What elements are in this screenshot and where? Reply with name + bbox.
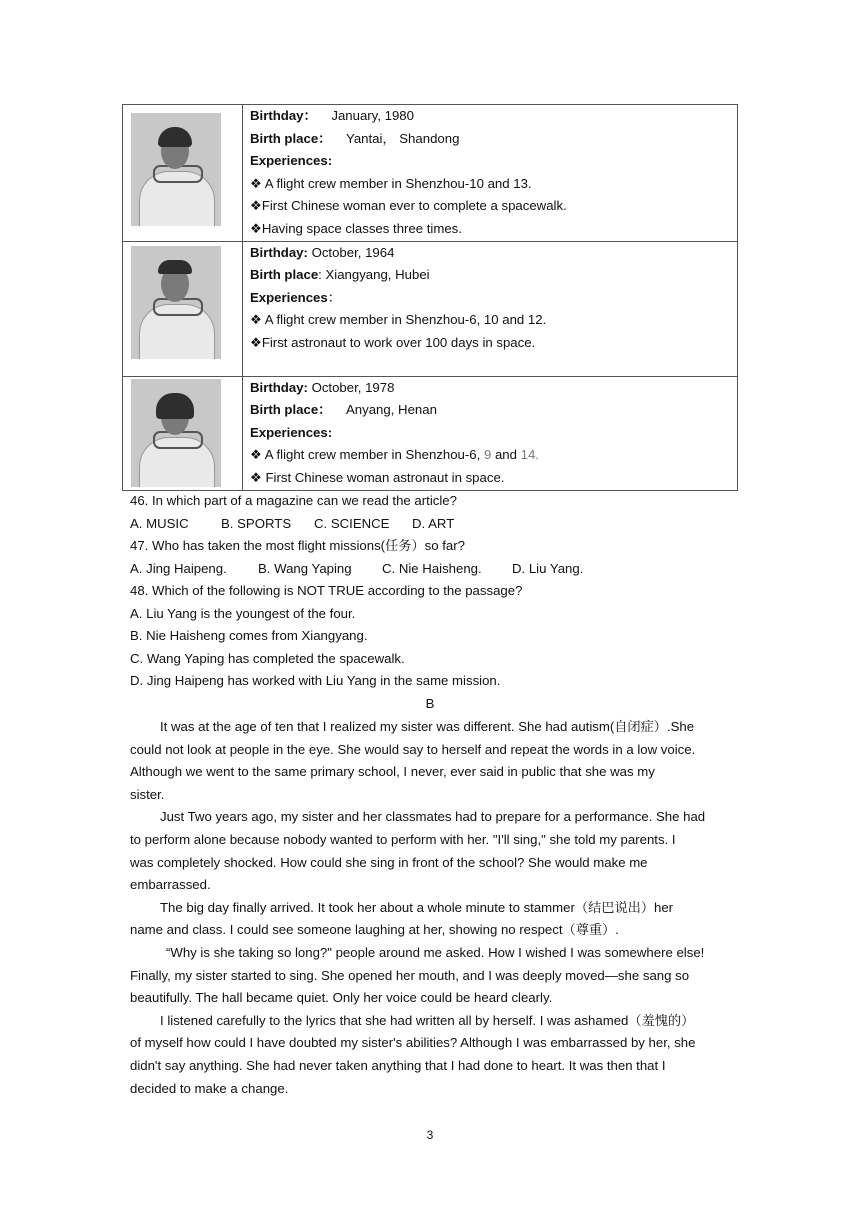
option-d[interactable]: D. Liu Yang.: [512, 561, 584, 576]
experience-item: ❖ A flight crew member in Shenzhou-10 and 13.: [250, 175, 532, 191]
passage-line: of myself how could I have doubted my sister's abilities? Although I was embarrassed by her, she: [130, 1035, 696, 1051]
table-row: [123, 105, 738, 242]
option-c[interactable]: C. Nie Haisheng.: [382, 561, 482, 576]
experience-item: ❖ A flight crew member in Shenzhou-6, 9 and 14.: [250, 447, 539, 463]
option-c[interactable]: C. Wang Yaping has completed the spacewalk.: [130, 651, 405, 666]
astronaut-photo-icon: [131, 246, 221, 359]
passage-line: “Why is she taking so long?" people around me asked. How I wished I was somewhere else!: [166, 945, 705, 960]
info-cell: [243, 105, 738, 242]
option-b[interactable]: B. Wang Yaping: [258, 561, 352, 576]
question-stem: 48. Which of the following is NOT TRUE according to the passage?: [130, 583, 523, 598]
astronaut-photo-icon: [131, 379, 221, 487]
question-options: [130, 558, 583, 580]
passage-line: I listened carefully to the lyrics that she had written all by herself. I was ashamed（羞愧的）: [160, 1012, 695, 1028]
passage-line: The big day finally arrived. It took her about a whole minute to stammer（结巴说出）her: [160, 899, 674, 915]
experiences-label: Experiences:: [250, 153, 333, 169]
astronaut-photo-icon: [131, 113, 221, 226]
question-stem: 46. In which part of a magazine can we read the article?: [130, 493, 457, 508]
experience-item: ❖Having space classes three times.: [250, 220, 462, 236]
photo-cell: [123, 376, 243, 490]
option-a[interactable]: A. Jing Haipeng.: [130, 561, 227, 576]
passage-line: Although we went to the same primary school, I never, ever said in public that she was my: [130, 764, 655, 780]
page-number: 3: [426, 1128, 434, 1142]
section-heading: B: [425, 696, 435, 711]
info-cell: [243, 376, 738, 490]
option-c[interactable]: C. SCIENCE: [314, 516, 390, 531]
passage-line: didn't say anything. She had never taken anything that I had done to heart. It was then that I: [130, 1058, 666, 1073]
info-cell: [243, 241, 738, 376]
passage-line: It was at the age of ten that I realized my sister was different. She had autism(自闭症）.She: [160, 719, 695, 734]
passage-line: Finally, my sister started to sing. She opened her mouth, and I was deeply moved—she sang so: [130, 967, 690, 983]
experience-item: ❖ A flight crew member in Shenzhou-6, 10 and 12.: [250, 312, 547, 328]
option-a[interactable]: A. MUSIC: [130, 516, 189, 531]
experience-item: ❖First astronaut to work over 100 days in space.: [250, 334, 536, 350]
astronaut-table: [122, 104, 738, 491]
question-stem: 47. Who has taken the most flight missions(任务）so far?: [130, 538, 465, 553]
passage-line: sister.: [130, 786, 165, 802]
birthplace-line: Birth place: Xiangyang, Hubei: [250, 267, 430, 283]
birthplace-line: Birth place： Anyang, Henan: [250, 402, 437, 418]
passage-line: name and class. I could see someone laughing at her, showing no respect（尊重）.: [130, 922, 619, 938]
option-b[interactable]: B. Nie Haisheng comes from Xiangyang.: [130, 628, 368, 643]
option-d[interactable]: D. Jing Haipeng has worked with Liu Yang in the same mission.: [130, 673, 501, 688]
passage-line: embarrassed.: [130, 877, 211, 893]
table-row: [123, 241, 738, 376]
experience-item: ❖First Chinese woman ever to complete a spacewalk.: [250, 198, 567, 214]
option-d[interactable]: D. ART: [412, 516, 455, 531]
passage-line: Just Two years ago, my sister and her classmates had to prepare for a performance. She had: [160, 809, 706, 825]
passage-line: to perform alone because nobody wanted to perform with her. "I'll sing," she told my parents. I: [130, 832, 676, 847]
experiences-label: Experiences:: [250, 424, 333, 440]
experience-item: ❖ First Chinese woman astronaut in space.: [250, 469, 505, 485]
option-b[interactable]: B. SPORTS: [221, 516, 292, 531]
birthplace-line: Birth place： Yantai， Shandong: [250, 130, 460, 146]
passage-line: beautifully. The hall became quiet. Only her voice could be heard clearly.: [130, 990, 553, 1006]
photo-cell: [123, 105, 243, 242]
passage-line: decided to make a change.: [130, 1080, 289, 1096]
option-a[interactable]: A. Liu Yang is the youngest of the four.: [130, 606, 356, 621]
birthday-line: Birthday: October, 1978: [250, 379, 395, 395]
table-row: [123, 376, 738, 490]
experiences-label: Experiences：: [250, 289, 341, 305]
birthday-line: Birthday： January, 1980: [250, 108, 414, 123]
question-options: [130, 513, 454, 535]
passage-line: was completely shocked. How could she sing in front of the school? She would make me: [130, 854, 648, 870]
birthday-line: Birthday: October, 1964: [250, 244, 395, 260]
photo-cell: [123, 241, 243, 376]
passage-line: could not look at people in the eye. She would say to herself and repeat the words in a low voice.: [130, 741, 696, 757]
